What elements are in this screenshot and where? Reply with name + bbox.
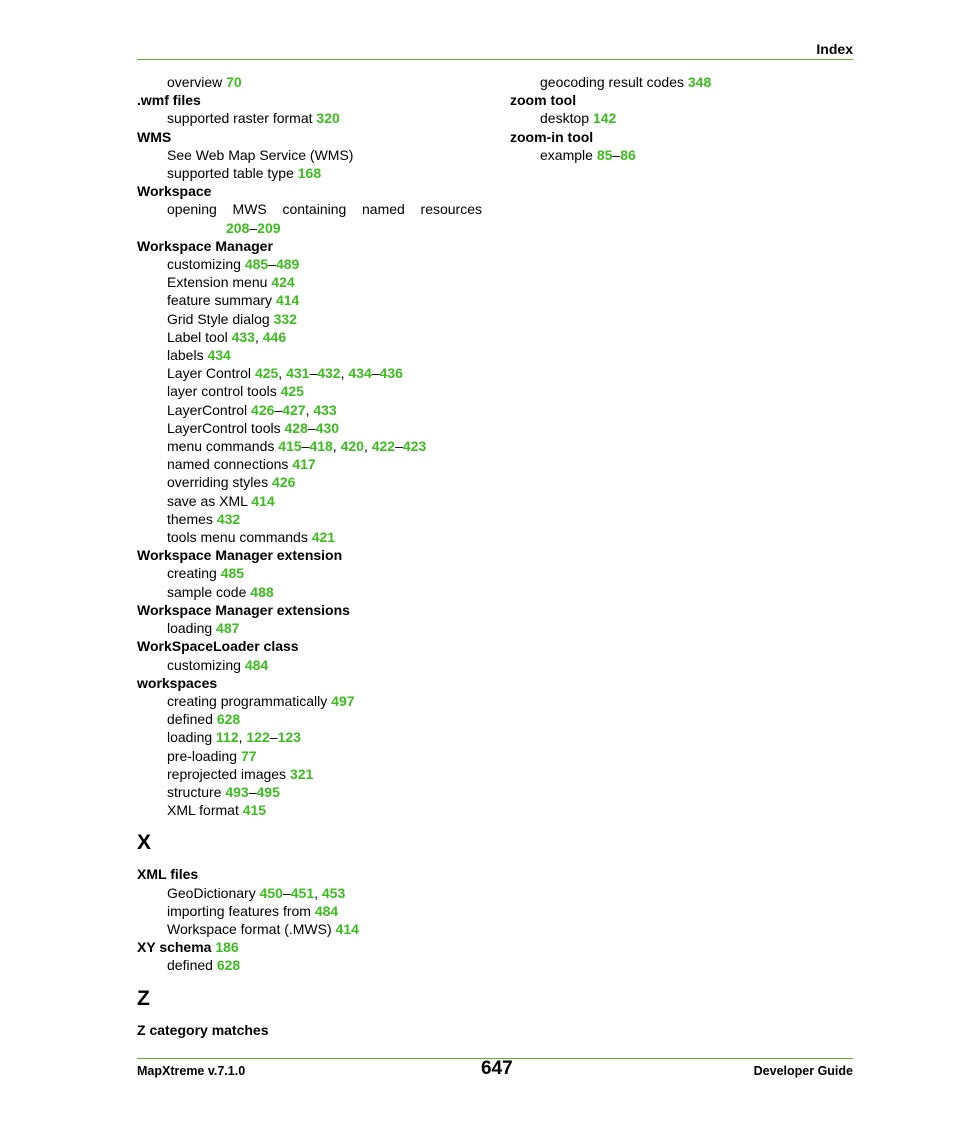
index-subentry bbox=[137, 164, 482, 182]
page-link[interactable]: 433 bbox=[313, 401, 337, 418]
entry-text: – bbox=[248, 783, 257, 800]
entry-text: themes bbox=[167, 510, 217, 527]
entry-text: GeoDictionary bbox=[167, 884, 260, 901]
page-link[interactable]: 424 bbox=[271, 274, 295, 291]
page-link[interactable]: 493 bbox=[225, 783, 249, 800]
page-link[interactable]: 142 bbox=[592, 110, 617, 127]
entry-text: , bbox=[363, 438, 372, 455]
entry-text: , bbox=[332, 438, 341, 455]
page-link[interactable]: 70 bbox=[226, 74, 242, 90]
page-link[interactable]: 434 bbox=[207, 347, 231, 364]
entry-text: customizing bbox=[167, 256, 245, 273]
index-term bbox=[137, 128, 482, 146]
page-link[interactable]: 485 bbox=[220, 565, 245, 582]
index-subentry bbox=[137, 200, 482, 218]
index-term bbox=[137, 637, 482, 655]
page-link[interactable]: 487 bbox=[216, 620, 240, 637]
page-link[interactable]: 85 bbox=[596, 146, 613, 163]
entry-text: pre-loading bbox=[167, 747, 241, 764]
entry-text: – bbox=[269, 729, 278, 746]
index-subentry bbox=[510, 73, 855, 91]
index-subentry bbox=[137, 692, 482, 710]
index-subentry bbox=[137, 710, 482, 728]
index-subentry bbox=[137, 728, 482, 746]
page-link[interactable]: 414 bbox=[275, 292, 300, 309]
entry-text: geocoding result codes bbox=[540, 74, 688, 90]
entry-text: , bbox=[254, 328, 263, 345]
entry-text: – bbox=[612, 146, 621, 163]
page-link[interactable]: 123 bbox=[277, 729, 301, 746]
entry-text: .wmf files bbox=[137, 92, 201, 109]
index-term bbox=[137, 601, 482, 619]
entry-text: layer control tools bbox=[167, 383, 281, 400]
entry-text: zoom-in tool bbox=[510, 128, 594, 145]
index-subentry bbox=[137, 765, 482, 783]
entry-text: sample code bbox=[167, 583, 251, 600]
page-link[interactable]: 417 bbox=[292, 456, 316, 473]
entry-text: – bbox=[307, 419, 316, 436]
index-subentry bbox=[137, 528, 482, 546]
entry-text: XY schema bbox=[137, 939, 216, 956]
page-link[interactable]: 628 bbox=[216, 711, 241, 728]
entry-text: – bbox=[268, 256, 276, 273]
index-subentry bbox=[137, 273, 482, 291]
entry-text: Z bbox=[137, 986, 150, 1010]
entry-text: loading bbox=[167, 620, 217, 637]
entry-text: WorkSpaceLoader class bbox=[137, 638, 299, 655]
page-link[interactable]: 332 bbox=[273, 310, 297, 327]
entry-text: zoom tool bbox=[510, 92, 577, 109]
entry-text: menu commands bbox=[167, 438, 279, 455]
entry-text: – bbox=[282, 884, 291, 901]
page-link[interactable]: 495 bbox=[256, 783, 280, 800]
index-term bbox=[137, 546, 482, 564]
page-link[interactable]: 209 bbox=[257, 219, 281, 236]
entry-text: save as XML bbox=[167, 492, 252, 509]
entry-text: Grid Style dialog bbox=[167, 310, 274, 327]
page-link[interactable]: 420 bbox=[340, 438, 364, 455]
entry-text: customizing bbox=[167, 656, 245, 673]
entry-text: overview bbox=[167, 74, 227, 90]
page-link[interactable]: 86 bbox=[620, 146, 636, 163]
entry-text: , bbox=[340, 365, 349, 382]
section-letter bbox=[137, 829, 482, 857]
entry-text: opening MWS containing named resources bbox=[167, 201, 482, 218]
index-subentry-continued bbox=[137, 219, 482, 237]
page-link[interactable]: 425 bbox=[254, 365, 279, 382]
entry-text: labels bbox=[167, 347, 208, 364]
index-subentry bbox=[137, 437, 482, 455]
index-subentry bbox=[137, 73, 482, 91]
entry-text: desktop bbox=[540, 110, 593, 127]
index-subentry bbox=[137, 656, 482, 674]
entry-text: Layer Control bbox=[167, 365, 255, 382]
entry-text: – bbox=[395, 438, 403, 455]
index-column-right bbox=[510, 73, 855, 164]
entry-text: loading bbox=[167, 729, 217, 746]
index-term bbox=[137, 938, 482, 956]
page-link[interactable]: 427 bbox=[282, 401, 306, 418]
page-link[interactable]: 208 bbox=[226, 219, 250, 236]
entry-text: creating programmatically bbox=[167, 692, 332, 709]
index-subentry bbox=[137, 801, 482, 819]
page-link[interactable]: 422 bbox=[371, 438, 396, 455]
index-subentry bbox=[137, 473, 482, 491]
index-subentry bbox=[137, 583, 482, 601]
entry-text: WMS bbox=[137, 128, 172, 145]
index-term bbox=[510, 91, 855, 109]
page-link[interactable]: 418 bbox=[309, 438, 333, 455]
index-subentry bbox=[137, 747, 482, 765]
index-term bbox=[137, 674, 482, 692]
page-number: 647 bbox=[481, 1058, 513, 1079]
page-link[interactable]: 450 bbox=[259, 884, 283, 901]
index-subentry bbox=[137, 401, 482, 419]
running-header: Index bbox=[816, 41, 853, 57]
page-link[interactable]: 451 bbox=[290, 884, 315, 901]
section-letter bbox=[137, 985, 482, 1013]
entry-text: , bbox=[238, 729, 247, 746]
entry-text: LayerControl bbox=[167, 401, 252, 418]
page-link[interactable]: 321 bbox=[289, 765, 314, 782]
entry-text: , bbox=[314, 884, 322, 901]
entry-text: Extension menu bbox=[167, 274, 272, 291]
page-link[interactable]: 432 bbox=[317, 365, 341, 382]
page-link[interactable]: 433 bbox=[231, 328, 255, 345]
index-subentry bbox=[137, 109, 482, 127]
page-link[interactable]: 77 bbox=[240, 747, 257, 764]
entry-text: structure bbox=[167, 783, 226, 800]
page-link[interactable]: 484 bbox=[314, 902, 339, 919]
entry-text: X bbox=[137, 831, 152, 855]
entry-text: , bbox=[278, 365, 287, 382]
page-link[interactable]: 497 bbox=[331, 692, 355, 709]
page-link[interactable]: 432 bbox=[216, 510, 241, 527]
index-subentry bbox=[137, 419, 482, 437]
index-subentry bbox=[137, 492, 482, 510]
entry-text: reprojected images bbox=[167, 765, 290, 782]
page-link[interactable]: 423 bbox=[402, 438, 427, 455]
index-subentry bbox=[137, 291, 482, 309]
page-link[interactable]: 428 bbox=[284, 419, 308, 436]
index-subentry bbox=[137, 619, 482, 637]
page-link[interactable]: 168 bbox=[297, 165, 322, 182]
entry-text: XML format bbox=[167, 802, 243, 819]
entry-text: – bbox=[371, 365, 380, 382]
entry-text: workspaces bbox=[137, 674, 218, 691]
page-link[interactable]: 434 bbox=[348, 365, 372, 382]
index-subentry bbox=[137, 956, 482, 974]
entry-text: overriding styles bbox=[167, 474, 273, 491]
page-link[interactable]: 628 bbox=[216, 957, 241, 974]
index-subentry bbox=[137, 328, 482, 346]
page-link[interactable]: 489 bbox=[275, 256, 300, 273]
footer-title: Developer Guide bbox=[753, 1064, 853, 1078]
index-subentry bbox=[137, 783, 482, 801]
index-subentry bbox=[137, 455, 482, 473]
page-link[interactable]: 421 bbox=[311, 529, 336, 546]
page-link[interactable]: 122 bbox=[246, 729, 270, 746]
index-subentry bbox=[137, 310, 482, 328]
index-subentry bbox=[137, 564, 482, 582]
entry-text: named connections bbox=[167, 456, 293, 473]
entry-text: Workspace Manager extension bbox=[137, 547, 343, 564]
index-subentry bbox=[510, 109, 855, 127]
entry-text: Label tool bbox=[167, 328, 232, 345]
entry-text: Z category matches bbox=[137, 1021, 269, 1038]
page-link[interactable]: 485 bbox=[244, 256, 269, 273]
entry-text: XML files bbox=[137, 866, 199, 883]
entry-text: example bbox=[540, 146, 597, 163]
entry-text: LayerControl tools bbox=[167, 419, 285, 436]
page-link[interactable]: 431 bbox=[286, 365, 310, 382]
footer-product: MapXtreme v.7.1.0 bbox=[137, 1064, 246, 1078]
page-link[interactable]: 414 bbox=[335, 920, 359, 937]
page-link[interactable]: 446 bbox=[262, 328, 287, 345]
index-subentry bbox=[137, 510, 482, 528]
page-link[interactable]: 112 bbox=[216, 729, 239, 746]
page-link[interactable]: 415 bbox=[242, 802, 267, 819]
index-term bbox=[137, 237, 482, 255]
index-subentry bbox=[137, 382, 482, 400]
entry-text: – bbox=[274, 401, 283, 418]
index-subentry bbox=[137, 884, 482, 902]
index-term bbox=[137, 1021, 482, 1039]
entry-text: Workspace bbox=[137, 183, 212, 200]
entry-text: See Web Map Service (WMS) bbox=[167, 146, 354, 163]
page-link[interactable]: 426 bbox=[272, 474, 296, 491]
index-term bbox=[137, 865, 482, 883]
index-term bbox=[137, 91, 482, 109]
page-link[interactable]: 186 bbox=[215, 939, 239, 956]
page-link[interactable]: 488 bbox=[250, 583, 274, 600]
entry-text: supported table type bbox=[167, 165, 298, 182]
page-link[interactable]: 426 bbox=[251, 401, 275, 418]
index-subentry bbox=[137, 364, 482, 382]
index-term bbox=[510, 128, 855, 146]
index-subentry bbox=[137, 920, 482, 938]
entry-text: , bbox=[305, 401, 314, 418]
entry-text: feature summary bbox=[167, 292, 276, 309]
page-link[interactable]: 436 bbox=[379, 365, 403, 382]
entry-text: Workspace Manager bbox=[137, 237, 273, 254]
entry-text: – bbox=[309, 365, 318, 382]
entry-text: defined bbox=[167, 957, 217, 974]
page-link[interactable]: 425 bbox=[280, 383, 304, 400]
page-link[interactable]: 320 bbox=[316, 110, 340, 127]
entry-text: creating bbox=[167, 565, 221, 582]
entry-text: – bbox=[249, 219, 258, 236]
entry-text: importing features from bbox=[167, 902, 315, 919]
entry-text: Workspace Manager extensions bbox=[137, 601, 350, 618]
index-subentry bbox=[137, 902, 482, 920]
entry-text: supported raster format bbox=[167, 110, 317, 127]
index-term bbox=[137, 182, 482, 200]
index-subentry bbox=[137, 255, 482, 273]
index-subentry bbox=[510, 146, 855, 164]
index-subentry bbox=[137, 346, 482, 364]
entry-text: defined bbox=[167, 711, 217, 728]
index-column-left bbox=[137, 73, 482, 1039]
entry-text: – bbox=[301, 438, 310, 455]
entry-text: tools menu commands bbox=[167, 529, 312, 546]
header-rule bbox=[137, 59, 853, 60]
page-link[interactable]: 484 bbox=[244, 656, 269, 673]
page-link[interactable]: 453 bbox=[321, 884, 346, 901]
page-link[interactable]: 348 bbox=[687, 74, 712, 90]
page-link[interactable]: 430 bbox=[315, 419, 340, 436]
page-link[interactable]: 415 bbox=[278, 438, 302, 455]
index-subentry bbox=[137, 146, 482, 164]
entry-text: Workspace format (.MWS) bbox=[167, 920, 336, 937]
page-link[interactable]: 414 bbox=[251, 492, 275, 509]
